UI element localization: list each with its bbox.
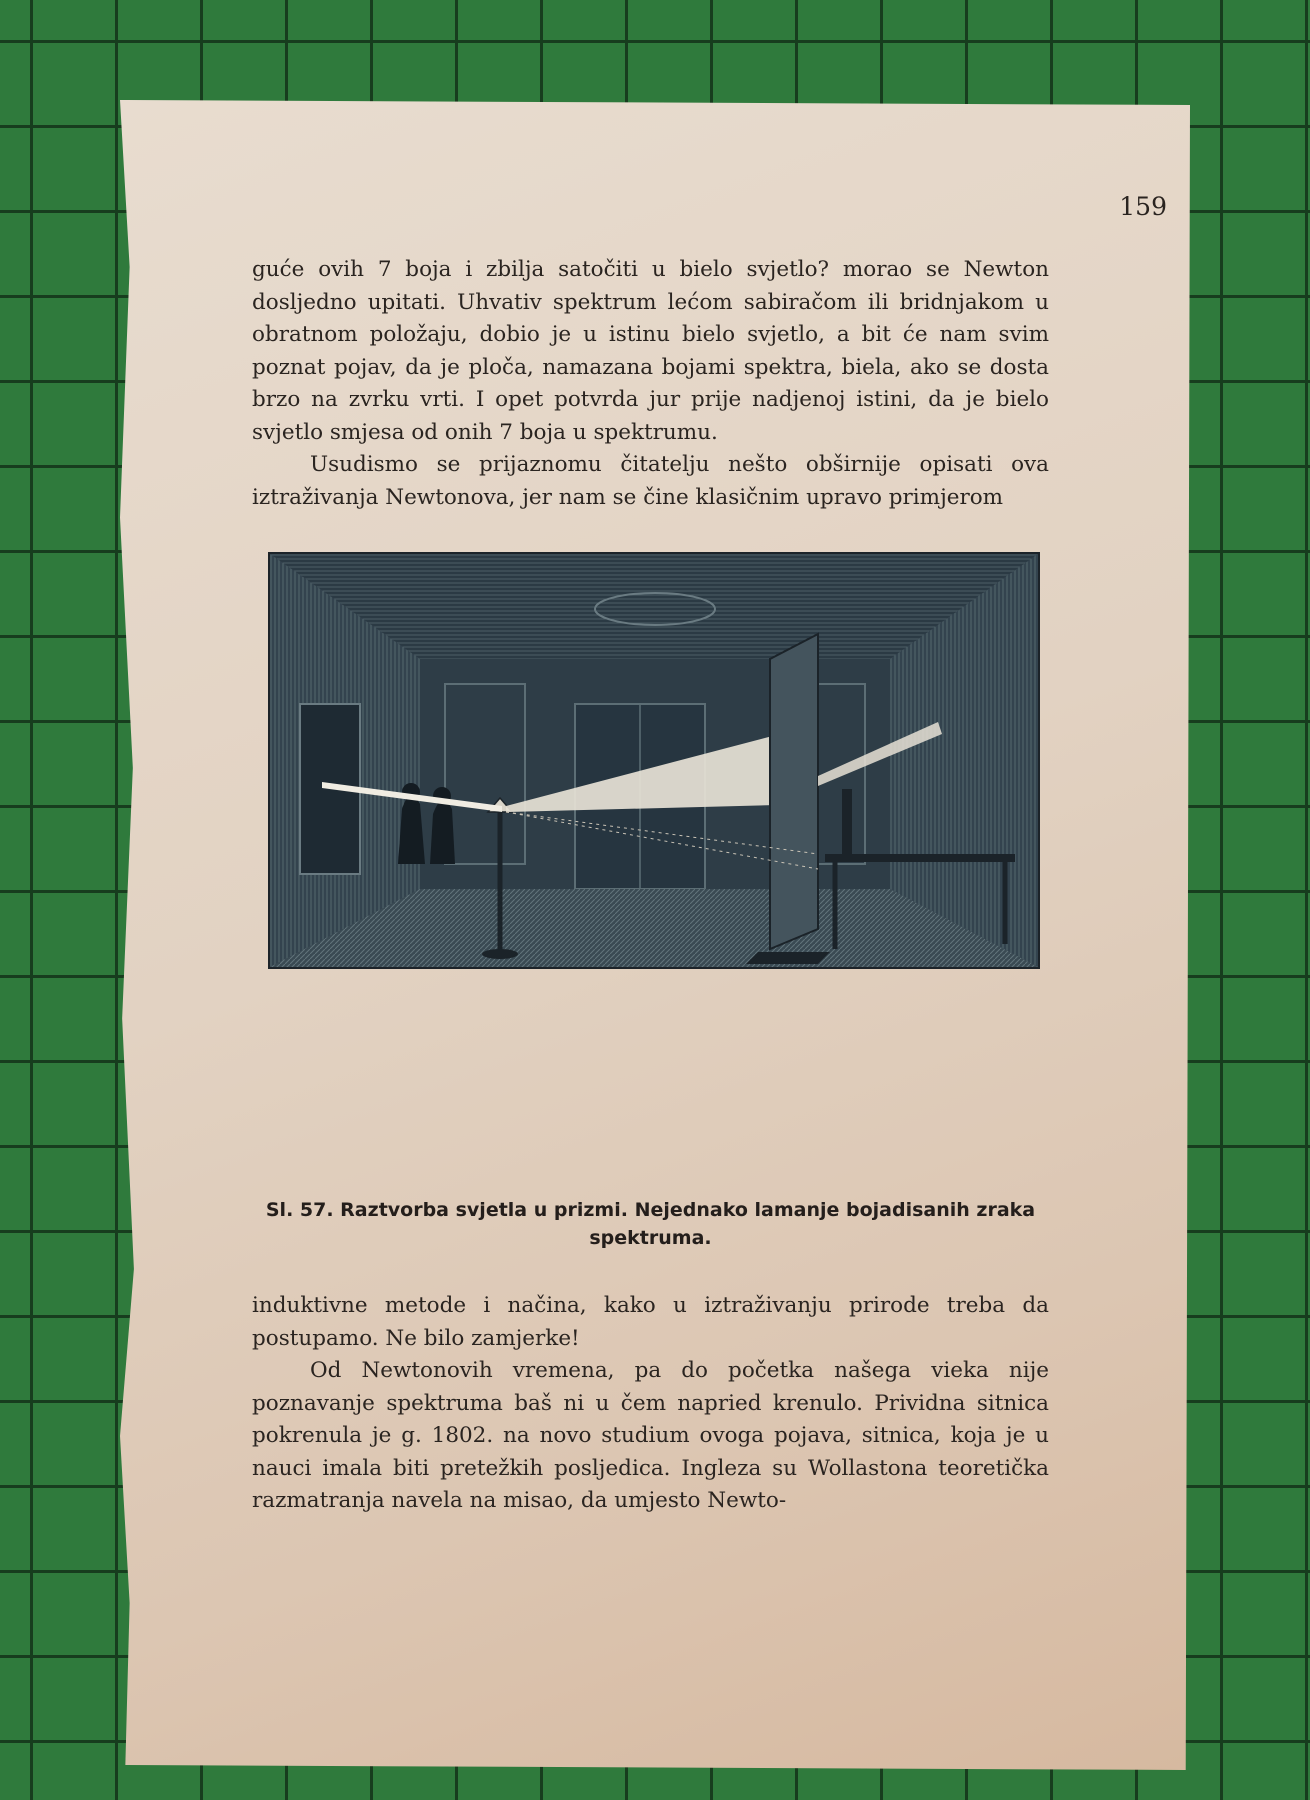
- paragraph: induktivne metode i načina, kako u iztraživanju prirode treba da postupamo. Ne bilo zamjerke!: [252, 1293, 1049, 1351]
- second-prism-stand: [842, 789, 852, 854]
- text-block-bottom: [252, 1290, 1049, 1518]
- side-table: [825, 854, 1015, 862]
- paragraph: Usudismo se prijaznomu čitatelju nešto obširnije opisati ova iztraživanja Newtonova, jer nam se čine klasičnim upravo primjerom: [252, 452, 1049, 510]
- figure-engraving: [268, 552, 1040, 969]
- text-block-top: [252, 254, 1049, 514]
- page-number: 159: [1119, 192, 1167, 221]
- paragraph: Od Newtonovih vremena, pa do početka našega vieka nije poznavanje spektruma baš ni u čem napried krenulo. Prividna sitnica pokrenula je g. 1802. na novo studium ovoga pojava, sitnica, koja je u nauci imala biti pretežkih posljedica. Ingleza su Wollastona teoretička razmatranja navela na misao, da umjesto Newto-: [252, 1358, 1049, 1513]
- prism-experiment-illustration: [270, 554, 1038, 967]
- screen-panel: [770, 634, 818, 949]
- figure-caption: Sl. 57. Raztvorba svjetla u prizmi. Nejednako lamanje bojadisanih zraka spektruma.: [265, 1199, 1036, 1249]
- paragraph: guće ovih 7 boja i zbilja satočiti u bielo svjetlo? morao se Newton dosljedno upitati. Uhvativ spektrum lećom sabiračom ili bridnjakom u obratnom položaju, dobio je u istinu bielo svjetlo, a bit će nam svim poznat pojav, da je ploča, namazana bojami spektra, biela, ako se dosta brzo na zvrku vrti. I opet potvrda jur prije nadjenoj istini, da je bielo svjetlo smjesa od onih 7 boja u spektrumu.: [252, 257, 1049, 445]
